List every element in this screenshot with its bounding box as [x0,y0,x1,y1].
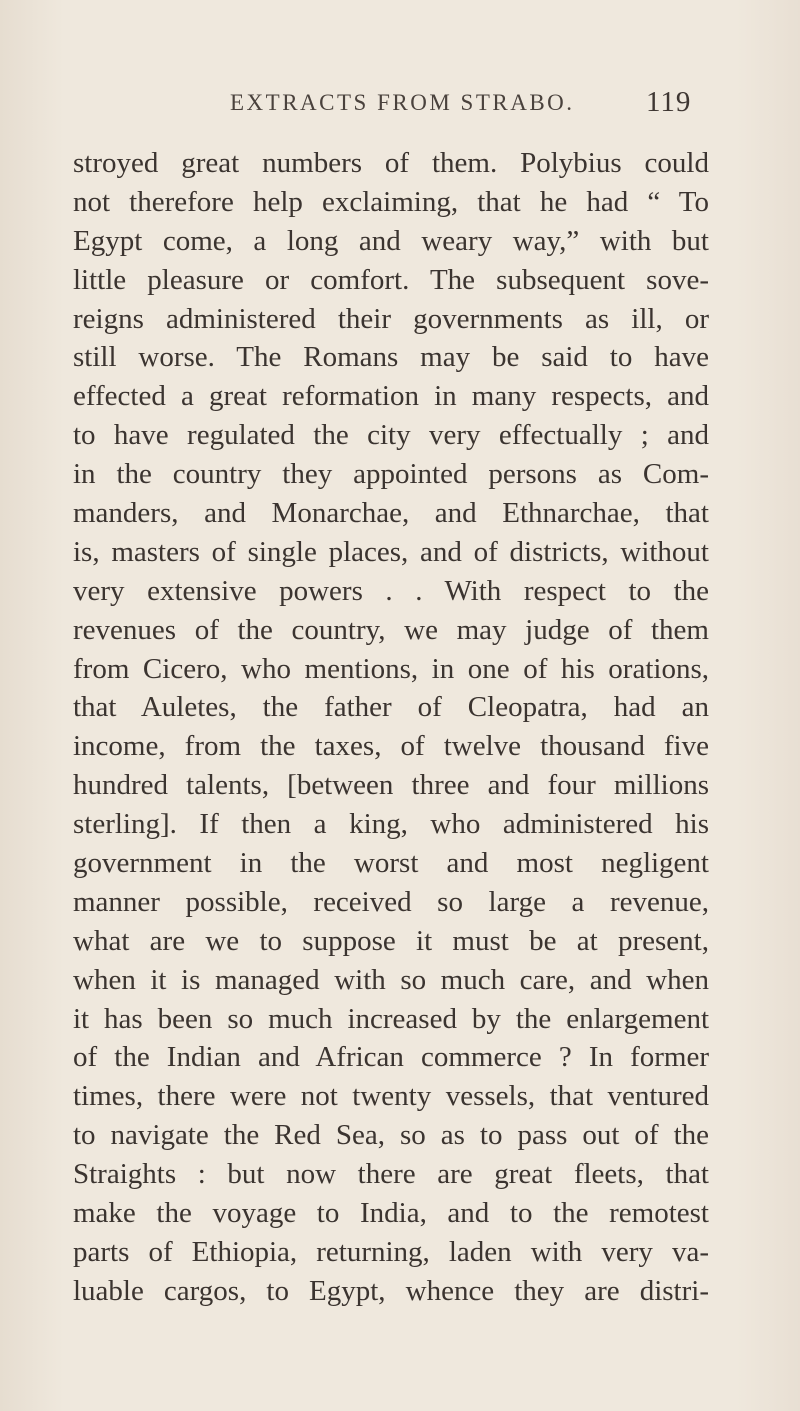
text-line: manders, and Monarchae, and Ethnarchae, that [73,497,709,530]
text-line: hundred talents, [between three and four millions [73,769,709,802]
text-line: reigns administered their governments as ill, or [73,302,709,335]
text-line: revenues of the country, we may judge of them [73,613,709,646]
text-line: income, from the taxes, of twelve thousand five [73,730,709,763]
text-line: still worse. The Romans may be said to have [73,341,709,374]
text-line: manner possible, received so large a revenue, [73,885,709,918]
text-line: to have regulated the city very effectually ; and [73,419,709,452]
text-line: when it is managed with so much care, and when [73,963,709,996]
text-line: Egypt come, a long and weary way,” with but [73,224,709,257]
text-line: very extensive powers . . With respect to the [73,574,709,607]
body-text [73,144,709,1311]
text-line: that Auletes, the father of Cleopatra, had an [73,691,709,724]
text-line: of the Indian and African commerce ? In former [73,1041,709,1074]
text-line: Straights : but now there are great fleets, that [73,1158,709,1191]
text-line: is, masters of single places, and of districts, without [73,535,709,568]
running-title: EXTRACTS FROM STRABO. [230,90,575,115]
text-line: times, there were not twenty vessels, that ventured [73,1080,709,1113]
text-line: in the country they appointed persons as Com- [73,458,709,491]
running-head [0,86,800,126]
text-line: it has been so much increased by the enlargement [73,1002,709,1035]
text-line: parts of Ethiopia, returning, laden with very va- [73,1235,709,1268]
text-line: what are we to suppose it must be at present, [73,924,709,957]
text-line: government in the worst and most negligent [73,847,709,880]
text-line: luable cargos, to Egypt, whence they are distri- [73,1274,709,1307]
text-line: make the voyage to India, and to the remotest [73,1197,709,1230]
text-line: not therefore help exclaiming, that he had “ To [73,185,709,218]
page-number: 119 [646,86,692,118]
text-line: stroyed great numbers of them. Polybius could [73,147,709,179]
text-line: little pleasure or comfort. The subsequent sove- [73,263,709,296]
text-line: from Cicero, who mentions, in one of his orations, [73,652,709,685]
text-line: effected a great reformation in many respects, and [73,380,709,413]
text-line: to navigate the Red Sea, so as to pass out of the [73,1119,709,1152]
text-line: sterling]. If then a king, who administered his [73,808,709,841]
